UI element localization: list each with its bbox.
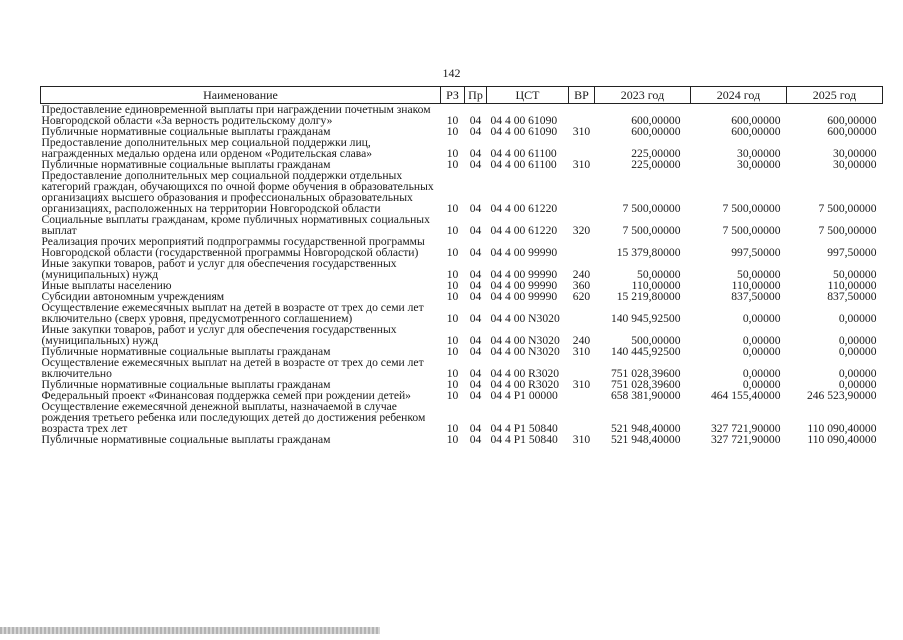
cell-y2025: 110 090,40000	[807, 433, 877, 446]
cell-cst: 04 4 00 N3020	[490, 312, 560, 325]
cell-rz: 10	[446, 114, 459, 127]
cell-rz: 10	[446, 367, 459, 380]
cell-rz: 10	[446, 268, 459, 281]
cell-y2023: 751 028,39600	[610, 378, 681, 391]
cell-rz: 10	[446, 312, 459, 325]
header-2023: 2023 год	[595, 87, 691, 104]
cell-y2025: 0,00000	[838, 367, 877, 380]
cell-y2023: 15 379,80000	[616, 246, 681, 259]
cell-cst: 04 4 00 61090	[490, 125, 558, 138]
cell-pr: 04	[469, 224, 482, 237]
cell-pr: 04	[469, 422, 482, 435]
cell-name: Иные выплаты населению	[41, 279, 172, 292]
cell-y2025: 246 523,90000	[806, 389, 877, 402]
cell-vr: 310	[572, 378, 591, 391]
cell-rz: 10	[446, 246, 459, 259]
cell-name: Осуществление ежемесячных выплат на детей в возрасте от трех до семи лет включительно	[41, 356, 424, 380]
header-pr: Пр	[465, 87, 487, 104]
cell-y2025: 0,00000	[838, 334, 877, 347]
cell-y2023: 521 948,40000	[610, 433, 681, 446]
cell-vr: 310	[572, 345, 591, 358]
cell-y2023: 7 500,00000	[622, 224, 681, 237]
cell-y2023: 600,00000	[631, 114, 681, 127]
cell-y2025: 997,50000	[827, 246, 877, 259]
cell-vr: 310	[572, 433, 591, 446]
table-row	[41, 324, 883, 346]
cell-rz: 10	[446, 389, 459, 402]
table-header	[41, 87, 883, 104]
cell-rz: 10	[446, 433, 459, 446]
cell-y2025: 0,00000	[838, 378, 877, 391]
cell-name: Публичные нормативные социальные выплаты гражданам	[41, 378, 331, 391]
cell-name: Публичные нормативные социальные выплаты гражданам	[41, 433, 331, 446]
cell-name: Осуществление ежемесячной денежной выплаты, назначаемой в случае рождения третьего ребенка или последующих детей до достижения ребенком возраста трех лет	[41, 400, 426, 435]
cell-vr: 240	[572, 334, 591, 347]
header-vr: ВР	[569, 87, 595, 104]
cell-y2024: 0,00000	[742, 367, 781, 380]
cell-y2024: 0,00000	[742, 312, 781, 325]
table-row	[41, 104, 883, 127]
cell-vr	[569, 137, 595, 159]
cell-y2025: 30,00000	[833, 158, 877, 171]
cell-y2023: 225,00000	[631, 147, 681, 160]
cell-vr	[569, 357, 595, 379]
cell-name: Предоставление дополнительных мер социальной поддержки лиц, награжденных медалью ордена или орденом «Родительская слава»	[41, 136, 373, 160]
cell-y2024: 327 721,90000	[710, 422, 781, 435]
table-row	[41, 434, 883, 445]
cell-name: Осуществление ежемесячных выплат на детей в возрасте от трех до семи лет включительно (сверх уровня, предусмотренного соглашением)	[41, 301, 424, 325]
cell-y2023: 15 219,80000	[616, 290, 681, 303]
table-row	[41, 236, 883, 258]
header-2024: 2024 год	[691, 87, 787, 104]
page-number: 142	[442, 66, 461, 80]
cell-cst: 04 4 00 99990	[490, 290, 558, 303]
cell-y2024: 327 721,90000	[710, 433, 781, 446]
cell-cst: 04 4 00 61220	[490, 202, 558, 215]
cell-name: Федеральный проект «Финансовая поддержка семей при рождении детей»	[41, 389, 411, 402]
table-row	[41, 170, 883, 214]
cell-rz: 10	[446, 202, 459, 215]
cell-vr	[569, 170, 595, 214]
cell-rz: 10	[446, 224, 459, 237]
cell-cst: 04 4 00 R3020	[490, 367, 560, 380]
cell-vr: 360	[572, 279, 591, 292]
cell-pr: 04	[469, 279, 482, 292]
cell-pr: 04	[469, 268, 482, 281]
cell-pr: 04	[469, 202, 482, 215]
cell-name: Публичные нормативные социальные выплаты гражданам	[41, 125, 331, 138]
cell-y2025: 600,00000	[827, 114, 877, 127]
cell-y2024: 0,00000	[742, 334, 781, 347]
scan-edge-artifact	[0, 627, 380, 634]
cell-pr: 04	[469, 290, 482, 303]
cell-y2024: 600,00000	[731, 125, 781, 138]
cell-y2023: 140 945,92500	[610, 312, 681, 325]
cell-y2024: 837,50000	[731, 290, 781, 303]
cell-y2023: 600,00000	[631, 125, 681, 138]
cell-cst: 04 4 00 99990	[490, 279, 558, 292]
cell-y2023: 751 028,39600	[610, 367, 681, 380]
cell-y2025: 50,00000	[833, 268, 877, 281]
cell-cst: 04 4 00 61100	[490, 158, 557, 171]
cell-vr: 620	[572, 290, 591, 303]
cell-y2023: 225,00000	[631, 158, 681, 171]
cell-pr: 04	[469, 345, 482, 358]
cell-cst: 04 4 00 61220	[490, 224, 558, 237]
cell-y2023: 140 445,92500	[610, 345, 681, 358]
header-rz: РЗ	[441, 87, 465, 104]
cell-rz: 10	[446, 279, 459, 292]
cell-pr: 04	[469, 312, 482, 325]
cell-y2024: 0,00000	[742, 378, 781, 391]
cell-vr: 240	[572, 268, 591, 281]
header-name: Наименование	[41, 87, 441, 104]
cell-y2024: 464 155,40000	[710, 389, 781, 402]
cell-y2024: 997,50000	[731, 246, 781, 259]
cell-name: Публичные нормативные социальные выплаты гражданам	[41, 345, 331, 358]
cell-cst: 04 4 00 99990	[490, 246, 558, 259]
cell-y2024: 110,00000	[731, 279, 781, 292]
table-row	[41, 137, 883, 159]
cell-name: Публичные нормативные социальные выплаты гражданам	[41, 158, 331, 171]
cell-pr: 04	[469, 147, 482, 160]
cell-pr: 04	[469, 433, 482, 446]
cell-name: Предоставление единовременной выплаты при награждении почетным знаком Новгородской области «За верность родительскому долгу»	[41, 103, 431, 127]
cell-cst: 04 4 00 N3020	[490, 345, 560, 358]
cell-y2024: 50,00000	[737, 268, 781, 281]
cell-pr: 04	[469, 114, 482, 127]
cell-vr: 310	[572, 125, 591, 138]
cell-y2025: 110,00000	[827, 279, 877, 292]
cell-y2025: 0,00000	[838, 345, 877, 358]
cell-rz: 10	[446, 345, 459, 358]
cell-cst: 04 4 P1 50840	[490, 422, 558, 435]
cell-rz: 10	[446, 125, 459, 138]
cell-pr: 04	[469, 158, 482, 171]
cell-vr: 320	[572, 224, 591, 237]
table-row	[41, 401, 883, 434]
header-cst: ЦСТ	[487, 87, 569, 104]
cell-cst: 04 4 P1 00000	[490, 389, 558, 402]
cell-y2024: 0,00000	[742, 345, 781, 358]
cell-vr	[569, 104, 595, 127]
cell-pr: 04	[469, 378, 482, 391]
cell-pr: 04	[469, 125, 482, 138]
header-2025: 2025 год	[787, 87, 883, 104]
cell-y2025: 110 090,40000	[807, 422, 877, 435]
cell-y2023: 7 500,00000	[622, 202, 681, 215]
cell-cst: 04 4 00 99990	[490, 268, 558, 281]
cell-y2025: 600,00000	[827, 125, 877, 138]
table-row	[41, 214, 883, 236]
cell-cst: 04 4 00 R3020	[490, 378, 560, 391]
cell-y2025: 7 500,00000	[818, 202, 877, 215]
cell-pr: 04	[469, 334, 482, 347]
cell-vr: 310	[572, 158, 591, 171]
cell-name: Иные закупки товаров, работ и услуг для обеспечения государственных (муниципальных) нужд	[41, 323, 397, 347]
cell-y2024: 30,00000	[737, 147, 781, 160]
cell-cst: 04 4 00 61100	[490, 147, 557, 160]
cell-name: Субсидии автономным учреждениям	[41, 290, 225, 303]
cell-rz: 10	[446, 158, 459, 171]
cell-rz: 10	[446, 334, 459, 347]
cell-rz: 10	[446, 422, 459, 435]
table-body	[41, 104, 883, 446]
table-row	[41, 258, 883, 280]
cell-y2025: 0,00000	[838, 312, 877, 325]
cell-y2023: 500,00000	[631, 334, 681, 347]
cell-vr	[569, 401, 595, 434]
cell-cst: 04 4 00 61090	[490, 114, 558, 127]
cell-pr: 04	[469, 246, 482, 259]
cell-rz: 10	[446, 147, 459, 160]
cell-pr: 04	[469, 367, 482, 380]
cell-rz: 10	[446, 378, 459, 391]
cell-name: Социальные выплаты гражданам, кроме публичных нормативных социальных выплат	[41, 213, 430, 237]
cell-y2023: 658 381,90000	[610, 389, 681, 402]
cell-y2025: 837,50000	[827, 290, 877, 303]
cell-y2024: 7 500,00000	[722, 202, 781, 215]
cell-pr: 04	[469, 389, 482, 402]
budget-table	[40, 86, 883, 445]
cell-y2024: 7 500,00000	[722, 224, 781, 237]
table-row	[41, 357, 883, 379]
cell-name: Реализация прочих мероприятий подпрограммы государственной программы Новгородской области (государственной программы Новгородской области)	[41, 235, 425, 259]
cell-y2025: 30,00000	[833, 147, 877, 160]
cell-y2024: 600,00000	[731, 114, 781, 127]
cell-cst: 04 4 00 N3020	[490, 334, 560, 347]
cell-y2023: 110,00000	[631, 279, 681, 292]
cell-rz: 10	[446, 290, 459, 303]
cell-name: Предоставление дополнительных мер социальной поддержки отдельных категорий граждан, обучающихся по очной форме обучения в образовательных организациях высшего образования и профессиональных образовательных организациях, расположенных на территории Новгородской области	[41, 169, 434, 215]
cell-y2024: 30,00000	[737, 158, 781, 171]
cell-vr	[569, 236, 595, 258]
cell-y2023: 521 948,40000	[610, 422, 681, 435]
cell-cst: 04 4 P1 50840	[490, 433, 558, 446]
cell-vr	[569, 390, 595, 401]
table-row	[41, 302, 883, 324]
cell-y2023: 50,00000	[637, 268, 681, 281]
cell-vr	[569, 302, 595, 324]
cell-y2025: 7 500,00000	[818, 224, 877, 237]
cell-name: Иные закупки товаров, работ и услуг для обеспечения государственных (муниципальных) нужд	[41, 257, 397, 281]
